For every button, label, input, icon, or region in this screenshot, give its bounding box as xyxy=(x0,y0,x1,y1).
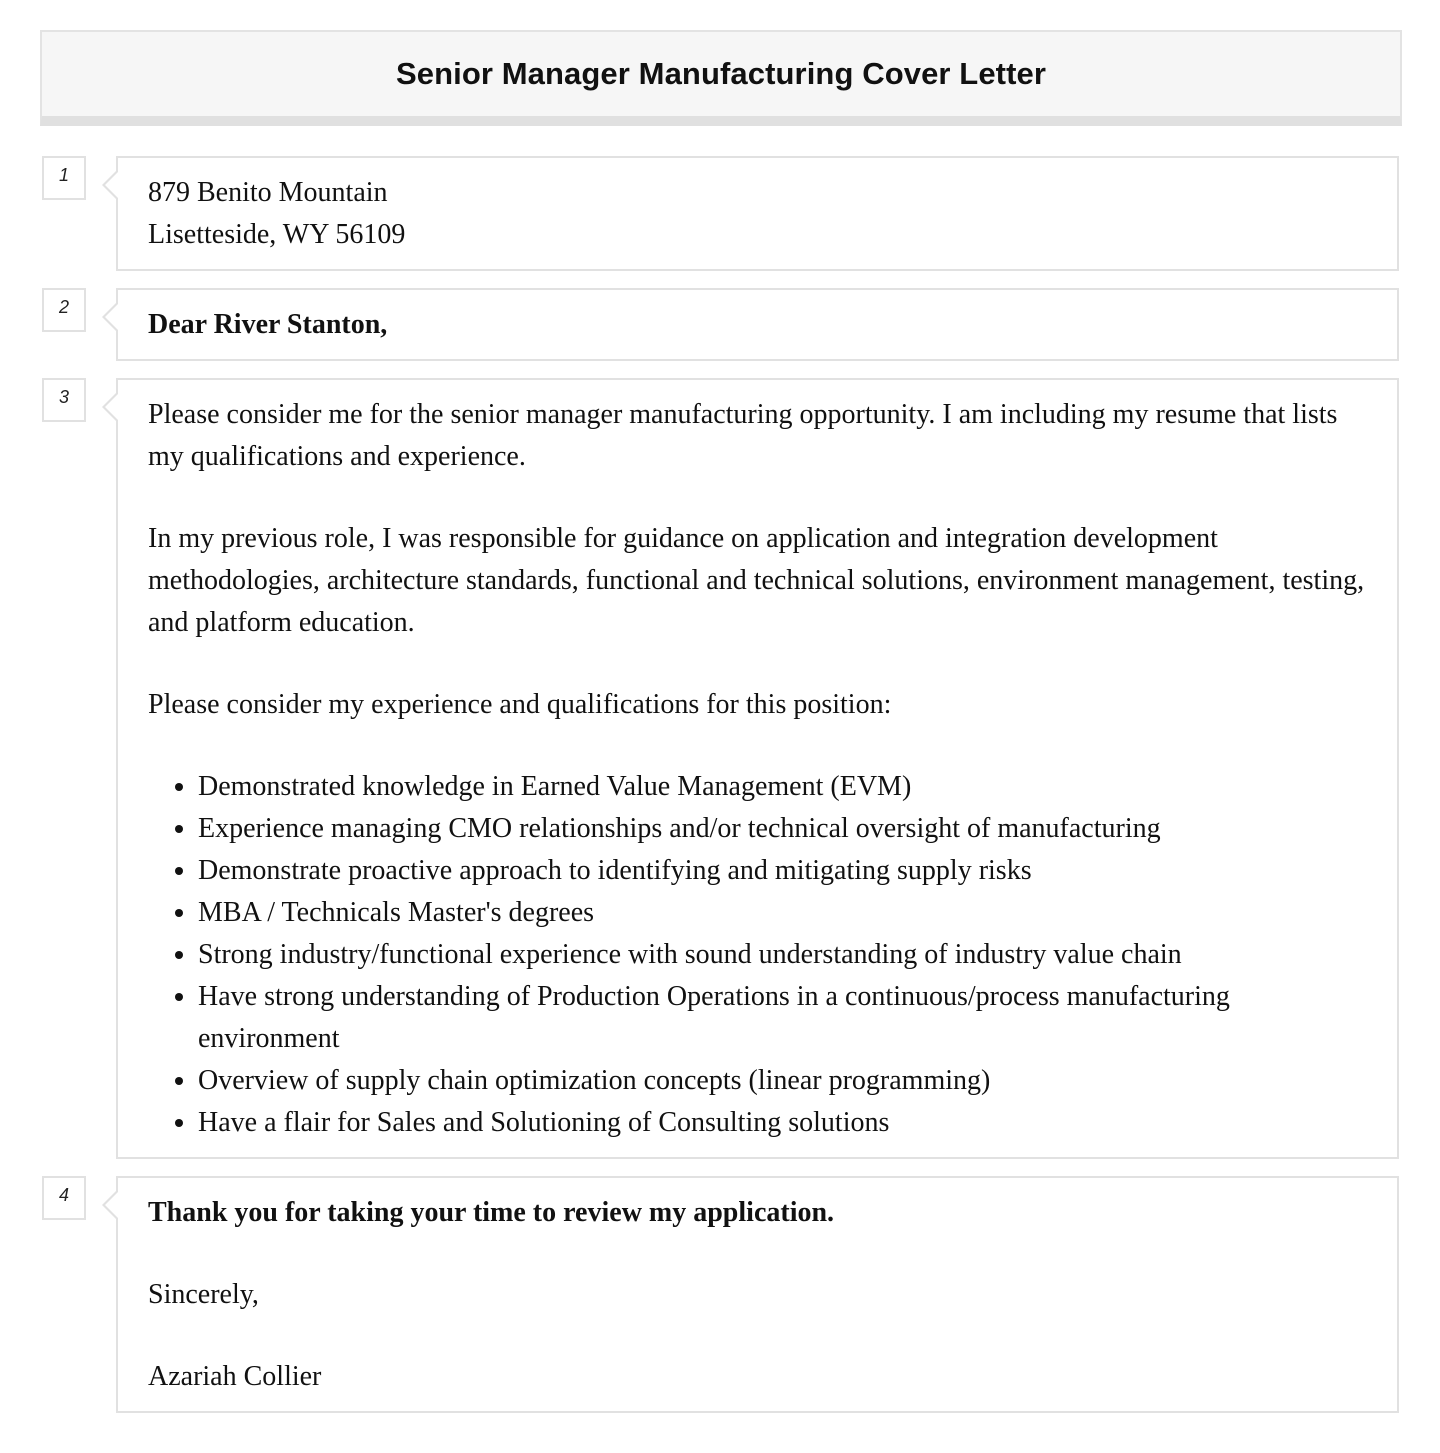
previous-role-paragraph: In my previous role, I was responsible for guidance on application and integration development methodologies, architecture standards, functional and technical solutions, environment management, testing, and platform education. xyxy=(148,523,1365,638)
qualifications-list xyxy=(148,766,1367,1144)
section-number: 3 xyxy=(42,378,86,422)
list-item: • Experience managing CMO relationships and/or technical oversight of manufacturing xyxy=(198,808,1367,850)
address-line-2: Lisetteside, WY 56109 xyxy=(148,219,406,250)
list-item: • Strong industry/functional experience with sound understanding of industry value chain xyxy=(198,934,1367,976)
body-box xyxy=(116,378,1399,1159)
page-header xyxy=(40,30,1402,126)
page-title: Senior Manager Manufacturing Cover Letter xyxy=(395,56,1047,91)
list-item: • MBA / Technicals Master's degrees xyxy=(198,892,1367,934)
section-number: 2 xyxy=(42,288,86,332)
qualifications-intro: Please consider my experience and qualifications for this position: xyxy=(148,689,892,720)
section-number: 4 xyxy=(42,1176,86,1220)
thank-you-line: Thank you for taking your time to review my application. xyxy=(148,1197,835,1228)
list-item: • Overview of supply chain optimization concepts (linear programming) xyxy=(198,1060,1367,1102)
list-item: • Have strong understanding of Production Operations in a continuous/process manufacturing environment xyxy=(198,976,1367,1060)
salutation-box xyxy=(116,288,1399,361)
closing-box xyxy=(116,1176,1399,1413)
address-line-1: 879 Benito Mountain xyxy=(148,177,388,208)
closing-line: Sincerely, xyxy=(148,1279,259,1310)
list-item: • Demonstrate proactive approach to identifying and mitigating supply risks xyxy=(198,850,1367,892)
address-box xyxy=(116,156,1399,271)
salutation: Dear River Stanton, xyxy=(148,309,388,340)
section-number: 1 xyxy=(42,156,86,200)
list-item: • Have a flair for Sales and Solutioning of Consulting solutions xyxy=(198,1102,1367,1144)
intro-paragraph: Please consider me for the senior manager manufacturing opportunity. I am including my resume that lists my qualifications and experience. xyxy=(148,399,1338,472)
signature: Azariah Collier xyxy=(148,1361,322,1392)
list-item: • Demonstrated knowledge in Earned Value Management (EVM) xyxy=(198,766,1367,808)
